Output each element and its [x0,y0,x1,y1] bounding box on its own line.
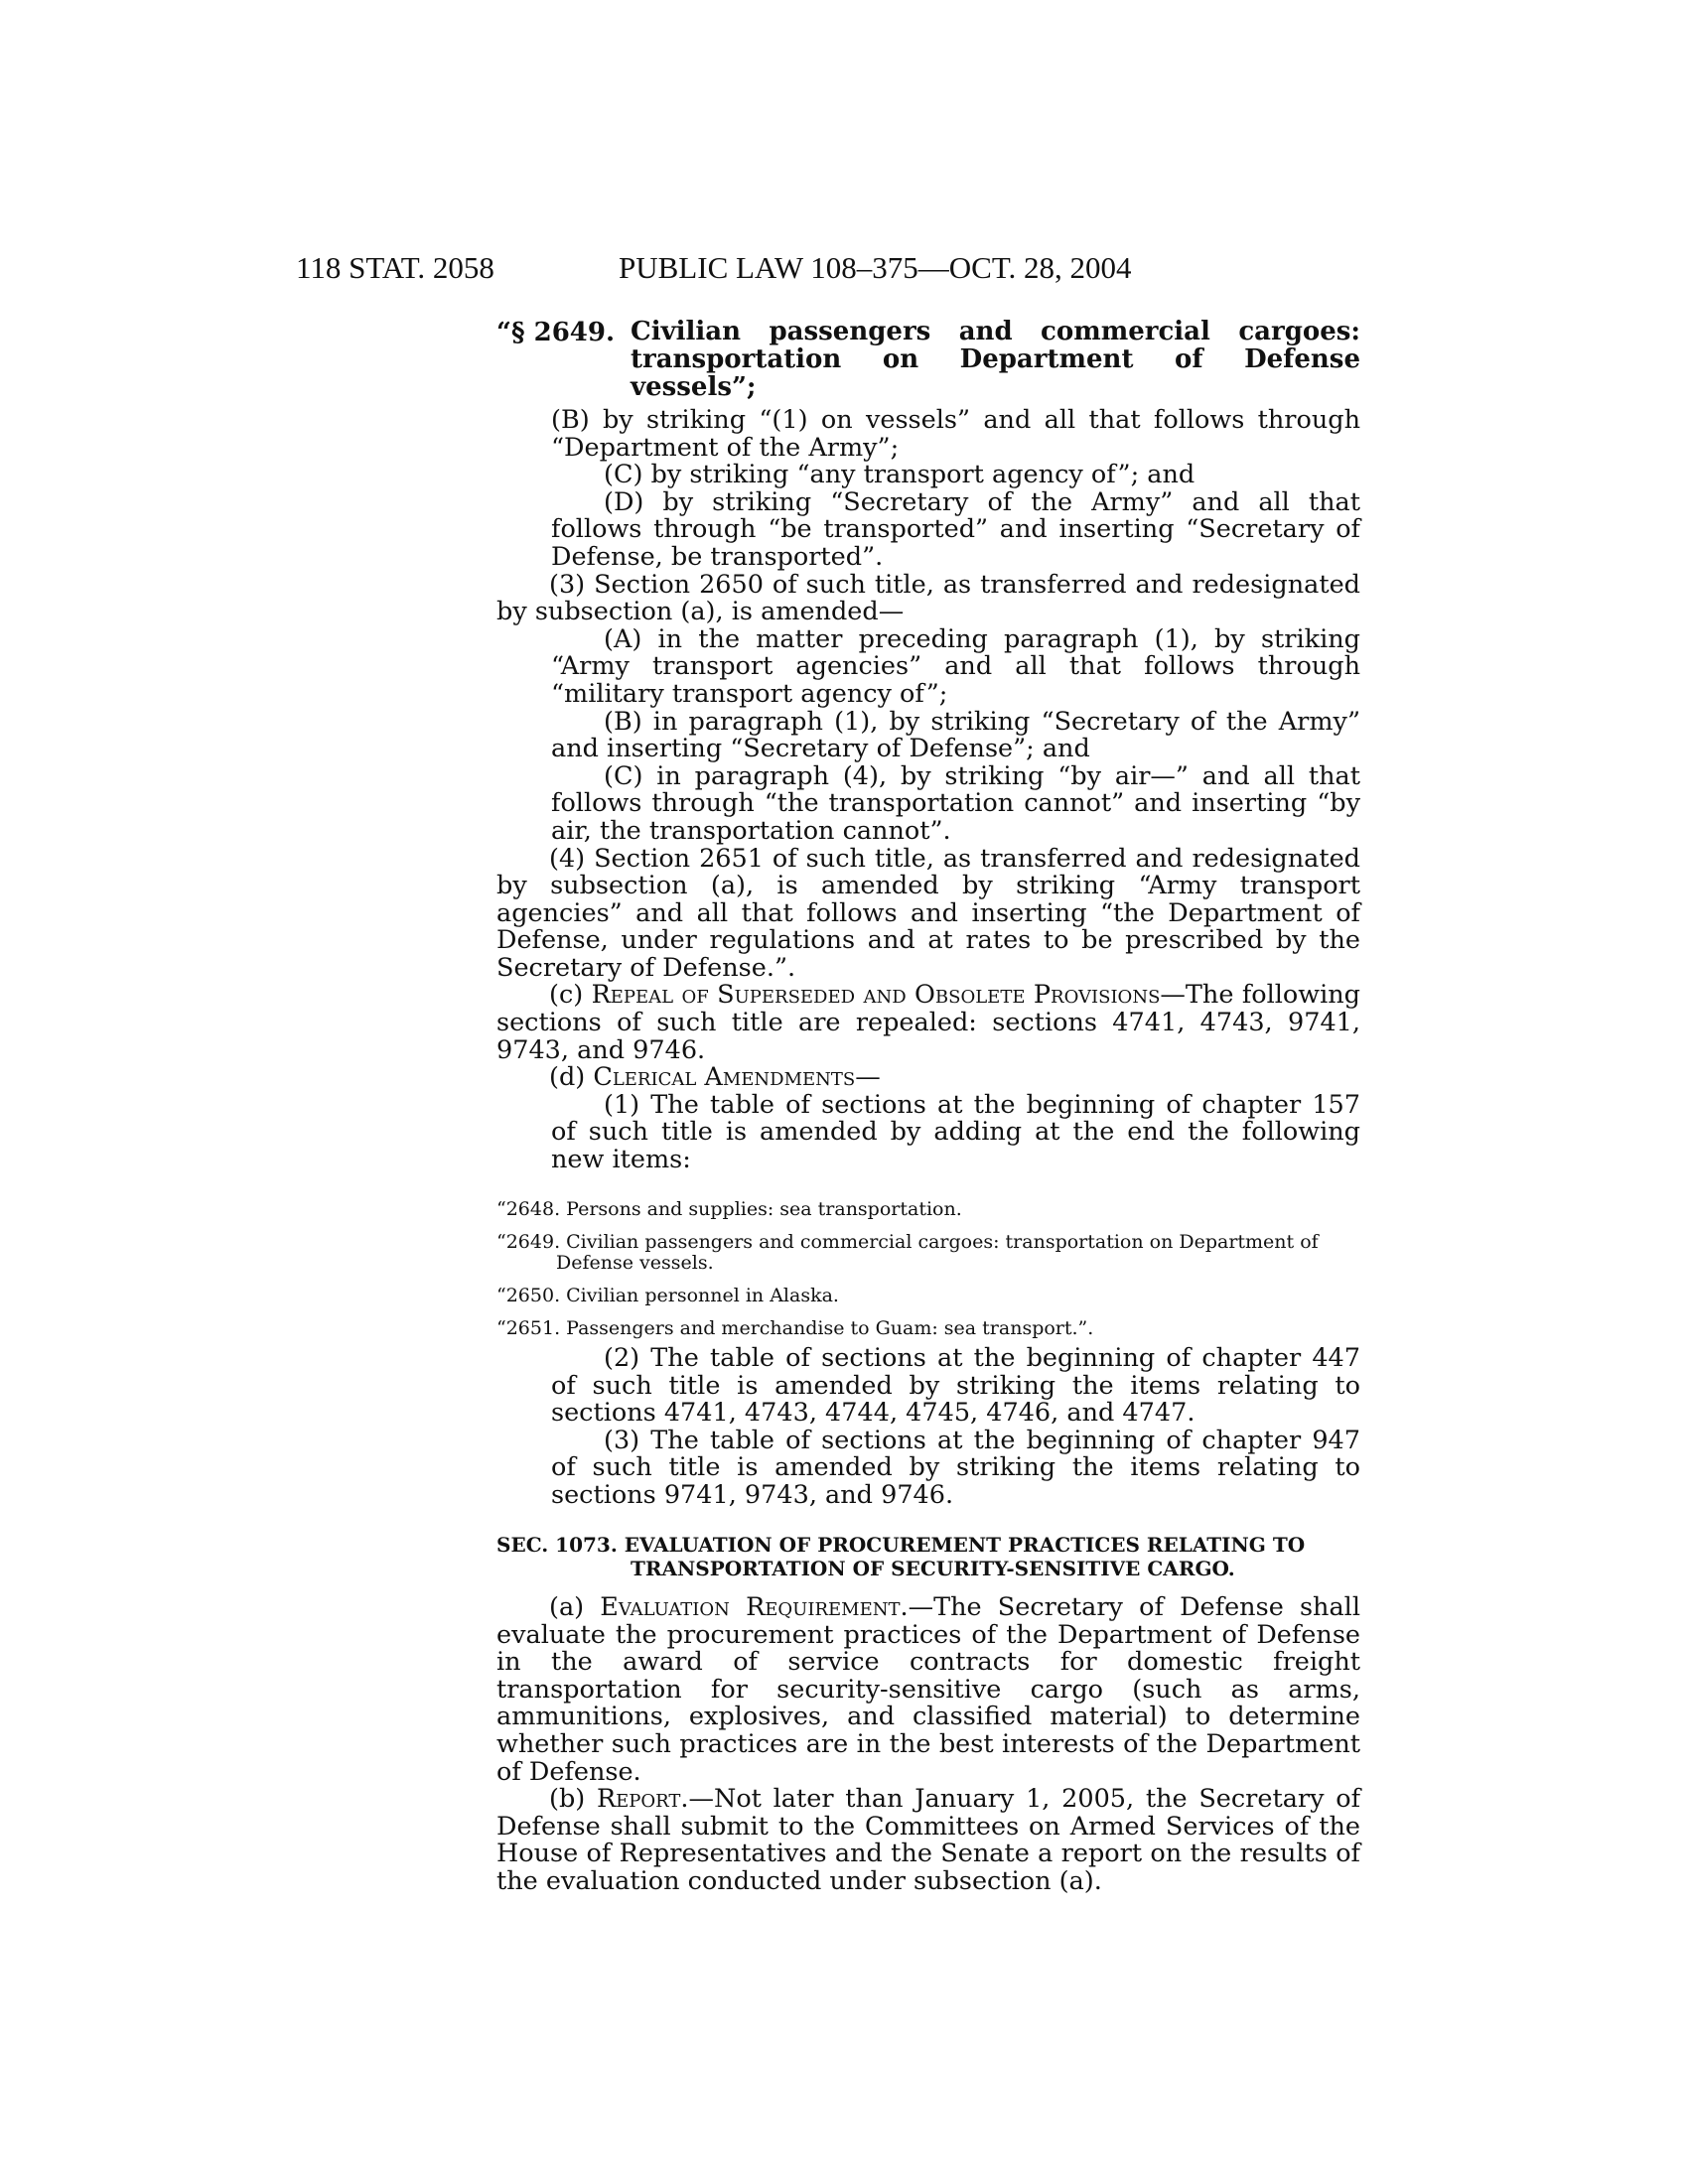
section-2649-heading [496,318,1360,401]
section-number: “§ 2649. [496,318,616,347]
clause-b: (B) by striking “(1) on vessels” and all that follows through “Department of the Army”; [551,405,1360,463]
subsection-a-heading: Evaluation Requirement [600,1592,901,1622]
amendment-body-2 [496,1345,1360,1510]
subsection-b-label: (b) [549,1784,597,1815]
toc-item: “2651. Passengers and merchandise to Guam: sea transport.”. [496,1317,1094,1339]
subsection-d-label: (d) [549,1062,594,1093]
toc-item: “2648. Persons and supplies: sea transportation. [496,1198,962,1220]
section-1073-heading-line2: TRANSPORTATION OF SECURITY-SENSITIVE CARGO. [631,1557,1235,1580]
toc-item: “2650. Civilian personnel in Alaska. [496,1285,839,1306]
section-1073-subsection-a [496,1594,1360,1786]
subsection-b-heading: Report [596,1784,681,1815]
toc-item: “2649. Civilian passengers and commercial cargoes: transportation on Department of Defense vessels. [496,1231,1319,1274]
running-header: PUBLIC LAW 108–375—OCT. 28, 2004 [619,250,1132,285]
section-title: Civilian passengers and commercial cargoes: transportation on Department of Defense vessels”; [631,317,1360,402]
paragraph-4: (4) Section 2651 of such title, as transferred and redesignated by subsection (a), is amended by striking “Army transport agencies” and all that follows and inserting “the Department of Defense, under regulations and at rates to be prescribed by the Secretary of Defense.”. [496,843,1360,983]
clerical-paragraph-1: (1) The table of sections at the beginning of chapter 157 of such title is amended by adding at the end the following new items: [551,1089,1360,1175]
subsection-c-heading: Repeal of Superseded and Obsolete Provisions [591,980,1161,1011]
subsection-c-label: (c) [549,980,592,1011]
subsection-d [496,1064,1360,1092]
subsection-c [496,982,1360,1064]
clerical-paragraph-2: (2) The table of sections at the beginning of chapter 447 of such title is amended by striking the items relating to sections 4741, 4743, 4744, 4745, 4746, and 4747. [551,1343,1360,1429]
section-1073 [496,1533,1360,1896]
table-of-sections [496,1199,1360,1351]
amendment-body-1 [496,407,1360,1174]
clerical-paragraph-3: (3) The table of sections at the beginning of chapter 947 of such title is amended by striking the items relating to sections 9741, 9743, and 9746. [551,1425,1360,1510]
page-citation: 118 STAT. 2058 [296,250,494,285]
paragraph-3c: (C) in paragraph (4), by striking “by air—” and all that follows through “the transportation cannot” and inserting “by air, the transportation cannot”. [551,760,1360,846]
paragraph-3: (3) Section 2650 of such title, as transferred and redesignated by subsection (a), is amended— [496,569,1360,627]
subsection-d-text: — [855,1062,881,1093]
subsection-a-label: (a) [549,1592,601,1622]
subsection-b-text: .—Not later than January 1, 2005, the Secretary of Defense shall submit to the Committees on Armed Services of the House of Representatives and the Senate a report on the results of the evaluation conducted under subsection (a). [496,1784,1361,1896]
clause-d: (D) by striking “Secretary of the Army” and all that follows through “be transported” and inserting “Secretary of Defense, be transported”. [551,486,1360,572]
section-1073-heading-line1: SEC. 1073. EVALUATION OF PROCUREMENT PRACTICES RELATING TO [496,1533,1306,1557]
paragraph-3b: (B) in paragraph (1), by striking “Secretary of the Army” and inserting “Secretary of Defense”; and [551,706,1360,764]
subsection-a-text: .—The Secretary of Defense shall evaluate the procurement practices of the Department of Defense in the award of service contracts for domestic freight transportation for security-sensitive cargo (such as arms, ammunitions, explosives, and classified material) to determine whether such practices are in the best interests of the Department of Defense. [496,1592,1360,1787]
paragraph-3a: (A) in the matter preceding paragraph (1), by striking “Army transport agencies” and all that follows through “military transport agency of”; [551,623,1360,709]
subsection-d-heading: Clerical Amendments [593,1062,856,1093]
subsection-c-text: —The following sections of such title are repealed: sections 4741, 4743, 9741, 9743, and 9746. [496,980,1360,1065]
clause-c: (C) by striking “any transport agency of”; and [604,460,1196,490]
section-1073-subsection-b [496,1786,1360,1895]
